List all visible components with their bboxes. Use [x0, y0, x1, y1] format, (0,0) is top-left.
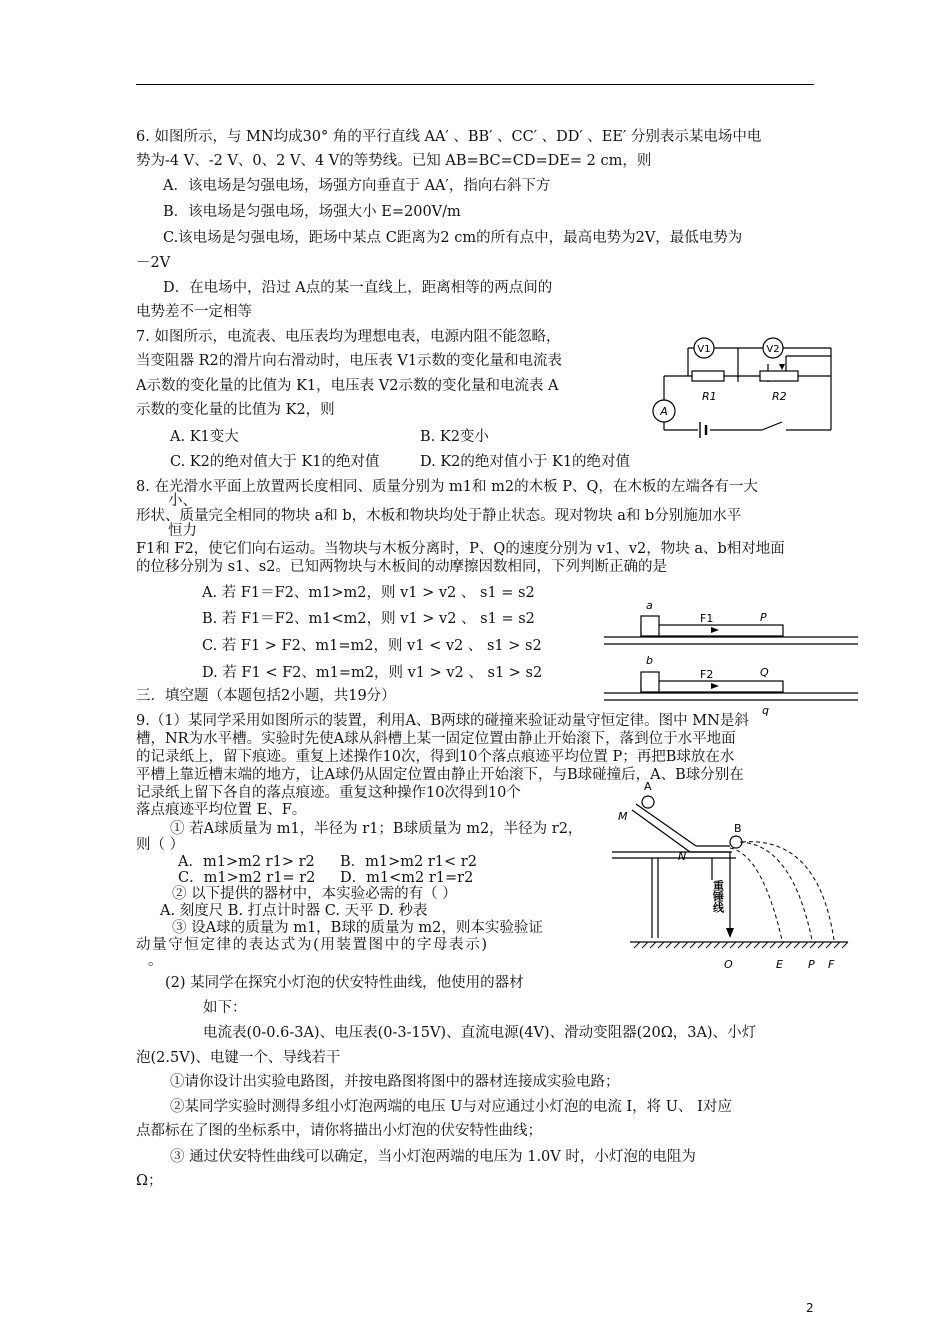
q6-stem-line1: 6. 如图所示，与 MN均成30° 角的平行直线 AA′ 、BB′ 、CC′ 、DD′ 、EE′ 分别表示某电场中电	[136, 129, 762, 145]
block-a-label: a	[646, 599, 653, 612]
f2-label: F2	[700, 668, 714, 681]
block-b-label: b	[646, 654, 653, 667]
q9-sub1-option-b: B．m1>m2 r1< r2	[340, 854, 477, 870]
q9b-sub3: ③ 通过伏安特性曲线可以确定，当小灯泡两端的电压为 1.0V 时，小灯泡的电阻为	[170, 1149, 696, 1165]
v2-label: V2	[766, 344, 780, 355]
q9-stem-line5: 记录纸上留下各自的落点痕迹。重复这种操作10次得到10个	[136, 785, 521, 801]
q9b-equipment-line1: 电流表(0-0.6-3A)、电压表(0-3-15V)、直流电源(4V)、滑动变阻器(20Ω，3A)、小灯	[203, 1025, 757, 1041]
q6-option-a: A．该电场是匀强电场，场强方向垂直于 AA′，指向右斜下方	[163, 178, 551, 194]
r2-label: R2	[772, 390, 787, 403]
q7-option-d: D. K2的绝对值小于 K1的绝对值	[420, 454, 631, 470]
section-3-heading: 三．填空题（本题包括2小题，共19分）	[136, 688, 396, 704]
q7-option-c: C. K2的绝对值大于 K1的绝对值	[170, 454, 380, 470]
v1-label: V1	[697, 344, 711, 355]
q9-sub1-option-c: C．m1>m2 r1= r2	[178, 870, 316, 886]
q6-option-c-line2: －2V	[136, 255, 171, 271]
block-b	[641, 672, 659, 692]
point-f-label: F	[828, 958, 835, 971]
q9-stem-line3: 的记录纸上，留下痕迹。重复上述操作10次，得到10个落点痕迹平均位置 P；再把B球放在水	[136, 749, 735, 765]
resistor-r1	[692, 371, 724, 381]
q9-stem-line2: 槽，NR为水平槽。实验时先使A球从斜槽上某一固定位置由静止开始滚下，落到位于水平地面	[136, 731, 736, 747]
q6-option-c-line1: C.该电场是匀强电场，距场中某点 C距离为2 cm的所有点中，最高电势为2V，最低电势为	[163, 230, 743, 246]
f1-label: F1	[700, 612, 714, 625]
q9b-sub1: ①请你设计出实验电路图，并按电路图将图中的器材连接成实验电路；	[170, 1074, 620, 1090]
q9-stem-line1: 9.（1）某同学采用如图所示的装置，利用A、B两球的碰撞来验证动量守恒定律。图中 MN是斜	[136, 713, 749, 729]
ball-a-label: A	[644, 780, 652, 793]
trajectory-curves	[730, 842, 834, 940]
q9-sub3-line2: 动量守恒定律的表达式为(用装置图中的字母表示)	[136, 937, 489, 953]
point-o-label: O	[724, 958, 733, 971]
page-number: 2	[806, 1301, 814, 1315]
point-p-label: P	[808, 958, 815, 971]
q9-stem-line6: 落点痕迹平均位置 E、F。	[136, 802, 307, 818]
q9b-stem-line1: (2) 某同学在探究小灯泡的伏安特性曲线，他使用的器材	[165, 975, 524, 991]
q9-sub2-options: A. 刻度尺 B. 打点计时器 C. 天平 D. 秒表	[160, 903, 428, 919]
q8-stem-line3: F1和 F2，使它们向右运动。当物块与木板分离时，P、Q的速度分别为 v1、v2，物块 a、b相对地面	[136, 541, 785, 557]
q6-option-d-line2: 电势差不一定相等	[136, 304, 252, 320]
q8-stem-line2-wrap: 恒力	[168, 523, 197, 539]
caption-q-label: q	[762, 704, 769, 717]
q8-option-d: D. 若 F1 < F2、m1=m2，则 v1 > v2 、 s1 > s2	[202, 665, 543, 681]
r1-label: R1	[702, 390, 717, 403]
q9-sub1-option-a: A．m1>m2 r1> r2	[178, 854, 315, 870]
q9b-equipment-line2: 泡(2.5V)、电键一个、导线若干	[136, 1050, 341, 1066]
ground-hatching	[634, 942, 848, 948]
q9-sub2: ② 以下提供的器材中，本实验必需的有（ ）	[172, 886, 457, 902]
q8-boards-diagram	[604, 592, 860, 718]
q8-option-a: A. 若 F1＝F2、m1>m2，则 v1 > v2 、 s1 = s2	[202, 585, 535, 601]
q6-option-b: B．该电场是匀强电场，场强大小 E=200V/m	[163, 204, 461, 220]
rheostat-r2	[760, 371, 798, 381]
q7-circuit-diagram	[648, 334, 838, 442]
q9-sub1-option-d: D．m1<m2 r1=r2	[340, 870, 474, 886]
q9-sub1: ① 若A球质量为 m1，半径为 r1；B球质量为 m2，半径为 r2，	[170, 821, 583, 837]
q6-option-d-line1: D．在电场中，沿过 A点的某一直线上，距离相等的两点间的	[163, 280, 553, 296]
q8-stem-line2: 形状、质量完全相同的物块 a和 b，木板和物块均处于静止状态。现对物块 a和 b分别施加水平	[136, 508, 742, 524]
ball-a	[642, 796, 654, 808]
q9-sub1-blank: 则（ ）	[136, 837, 185, 853]
q9-sub3-line3: 。	[148, 953, 163, 969]
q7-stem-line4: 示数的变化量的比值为 K2，则	[136, 402, 335, 418]
q8-option-b: B. 若 F1＝F2、m1<m2，则 v1 > v2 、 s1 = s2	[202, 611, 535, 627]
point-e-label: E	[776, 958, 783, 971]
q7-stem-line2: 当变阻器 R2的滑片向右滑动时，电压表 V1示数的变化量和电流表	[136, 353, 563, 369]
q8-option-c: C. 若 F1 > F2、m1=m2，则 v1 < v2 、 s1 > s2	[202, 638, 542, 654]
q9b-sub2-line2: 点都标在了图的坐标系中，请你将描出小灯泡的伏安特性曲线；	[136, 1123, 542, 1139]
board-p-label: P	[760, 611, 767, 624]
point-m-label: M	[618, 810, 628, 823]
block-a	[641, 616, 659, 636]
q7-option-b: B. K2变小	[420, 429, 489, 445]
q9b-stem-line2: 如下：	[203, 1000, 247, 1016]
q6-stem-line2: 势为-4 V、-2 V、0、2 V、4 V的等势线。已知 AB=BC=CD=DE= 2 cm，则	[136, 153, 652, 169]
q9-collision-apparatus-diagram	[612, 780, 852, 976]
rheostat-slider-arrow	[779, 364, 785, 370]
plumb-bob-arrow	[726, 928, 734, 938]
q7-option-a: A. K1变大	[170, 429, 239, 445]
q9b-sub3-line2: Ω；	[136, 1173, 163, 1189]
q7-stem-line1: 7. 如图所示，电流表、电压表均为理想电表，电源内阻不能忽略，	[136, 329, 561, 345]
q7-stem-line3: A示数的变化量的比值为 K1，电压表 V2示数的变化量和电流表 A	[136, 378, 559, 394]
header-rule	[136, 84, 814, 85]
q9-stem-line4: 平槽上靠近槽末端的地方，让A球仍从固定位置由静止开始滚下，与B球碰撞后，A、B球分别在	[136, 767, 744, 783]
ammeter-label: A	[660, 405, 668, 418]
q8-stem-line4: 的位移分别为 s1、s2。已知两物块与木板间的动摩擦因数相同，下列判断正确的是	[136, 559, 667, 575]
point-n-label: N	[678, 850, 687, 863]
board-q-label: Q	[760, 666, 769, 679]
plumb-line-label: 重锤线	[711, 880, 725, 913]
q9b-sub2: ②某同学实验时测得多组小灯泡两端的电压 U与对应通过小灯泡的电流 I，将 U、 I对应	[170, 1099, 732, 1115]
ball-b-label: B	[734, 822, 742, 835]
q8-stem-line1-wrap: 小、	[168, 493, 197, 509]
q9-sub3: ③ 设A球的质量为 m1，B球的质量为 m2，则本实验验证	[172, 920, 543, 936]
q8-stem-line1: 8. 在光滑水平面上放置两长度相同、质量分别为 m1和 m2的木板 P、Q，在木板的左端各有一大	[136, 479, 758, 495]
